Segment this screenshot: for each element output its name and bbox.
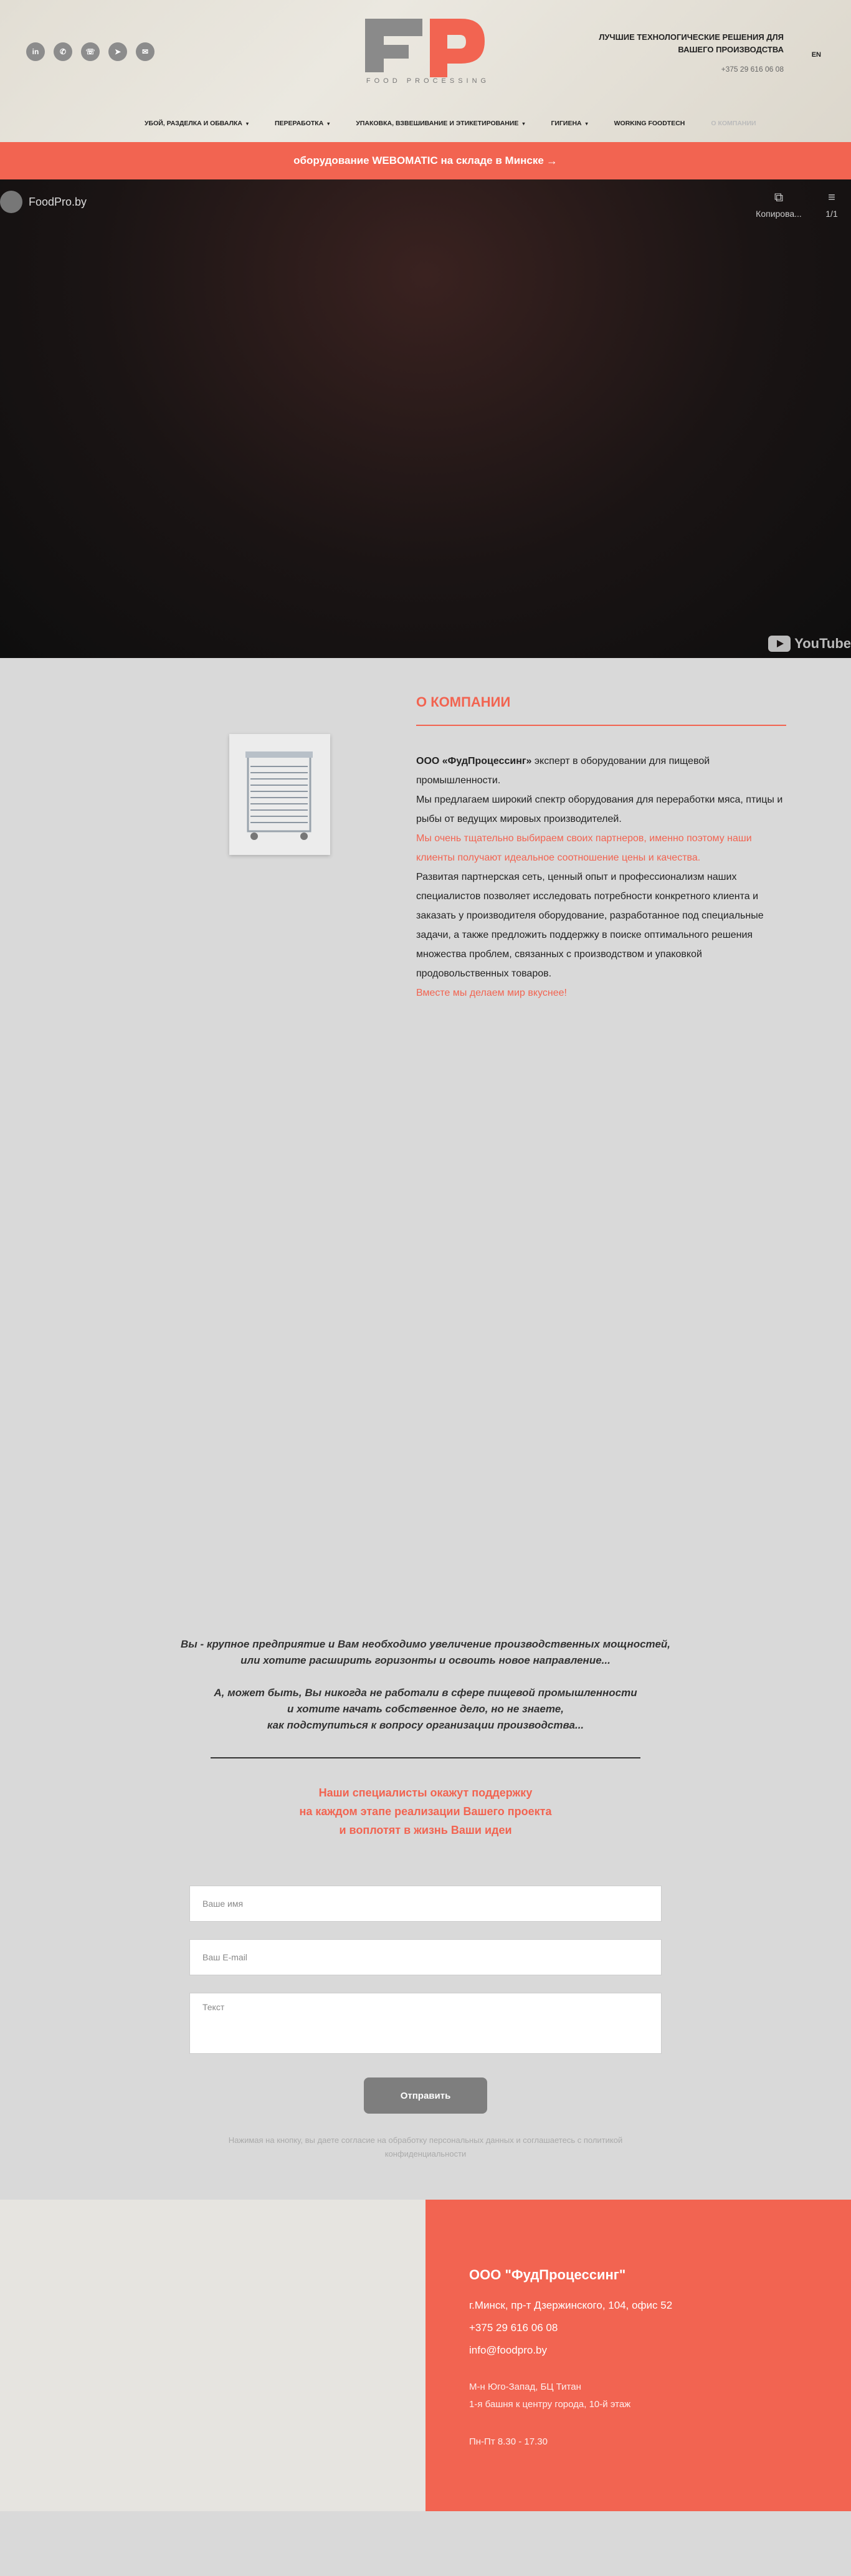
cta-accent-text: Наши специалисты окажут поддержку на каждом этапе реализации Вашего проекта и воплотят в жизнь Ваши идеи bbox=[299, 1787, 552, 1836]
bottom-strip bbox=[0, 2511, 851, 2576]
playlist-button[interactable]: ≡ 1/1 bbox=[822, 191, 841, 219]
header-phone[interactable]: +375 29 616 06 08 bbox=[721, 65, 784, 74]
youtube-logo[interactable]: YouTube bbox=[768, 636, 851, 652]
about-title: О КОМПАНИИ bbox=[416, 694, 511, 710]
youtube-play-icon bbox=[768, 636, 791, 652]
social-links bbox=[26, 42, 155, 61]
wheel-right bbox=[300, 832, 308, 840]
about-paragraph: Развитая партнерская сеть, ценный опыт и профессионализм наших специалистов позволяет исследовать потребности конкретного клиента и заказать у производителя оборудование, разработанное под специальные задачи, а также предложить поддержку в поиске оптимального решения множества проблем, связанных с производством и упаковкой продовольственных товаров. bbox=[416, 872, 764, 979]
cta-divider bbox=[211, 1757, 640, 1758]
about-paragraph: Мы предлагаем широкий спектр оборудования для переработки мяса, птицы и рыбы от ведущих мировых производителей. bbox=[416, 794, 783, 824]
email-input[interactable] bbox=[189, 1939, 662, 1975]
chevron-down-icon: ▾ bbox=[327, 120, 330, 126]
chevron-down-icon: ▾ bbox=[522, 120, 525, 126]
channel-name[interactable]: FoodPro.by bbox=[29, 196, 87, 208]
nav-item-hygiene[interactable]: ГИГИЕНА ▾ bbox=[551, 120, 588, 127]
nav-item-slaughter[interactable]: УБОЙ, РАЗДЕЛКА И ОБВАЛКА ▾ bbox=[145, 120, 249, 127]
footer-floor: 1-я башня к центру города, 10-й этаж bbox=[469, 2399, 631, 2410]
site-header bbox=[0, 0, 851, 142]
message-textarea[interactable] bbox=[189, 1993, 662, 2054]
chevron-down-icon: ▾ bbox=[585, 120, 588, 126]
about-text: ООО «ФудПроцессинг» эксперт в оборудовании для пищевой промышленности. Мы предлагаем широкий спектр оборудования для переработки мяса, птицы и рыбы от ведущих мировых производителей. Мы очень тщательно выбираем своих партнеров, именно поэтому наши клиенты получают идеальное соотношение цены и качества. Развитая партнерская сеть, ценный опыт и профессионализм наших специалистов позволяет исследовать потребности конкретного клиента и заказать у производителя оборудование, разработанное под специальные задачи, а также предложить поддержку в поиске оптимального решения множества проблем, связанных с производством и упаковкой продовольственных товаров. Вместе мы делаем мир вкуснее! bbox=[416, 751, 786, 1003]
nav-item-working-foodtech[interactable]: WORKING FOODTECH bbox=[614, 120, 685, 127]
copy-icon: ⧉ bbox=[774, 191, 784, 204]
logo-subtitle: FOOD PROCESSING bbox=[366, 77, 490, 85]
tagline: ЛУЧШИЕ ТЕХНОЛОГИЧЕСКИЕ РЕШЕНИЯ ДЛЯ ВАШЕГО ПРОИЗВОДСТВА bbox=[599, 32, 784, 54]
submit-button[interactable]: Отправить bbox=[364, 2077, 487, 2114]
about-slogan: Вместе мы делаем мир вкуснее! bbox=[416, 988, 567, 998]
arrow-right-icon: → bbox=[546, 154, 558, 167]
telegram-icon[interactable]: ➤ bbox=[108, 42, 127, 61]
wheel-left bbox=[250, 832, 258, 840]
footer-email[interactable]: info@foodpro.by bbox=[469, 2344, 548, 2356]
playlist-icon: ≡ bbox=[828, 191, 835, 204]
consent-text: Нажимая на кнопку, вы даете согласие на обработку персональных данных и соглашаетесь c политикой конфиденциальности bbox=[228, 2135, 623, 2159]
product-image bbox=[229, 734, 330, 855]
footer-left bbox=[0, 2200, 426, 2511]
about-accent-paragraph: Мы очень тщательно выбираем своих партнеров, именно поэтому наши клиенты получают идеальное соотношение цены и качества. bbox=[416, 833, 752, 863]
machine-top bbox=[245, 751, 313, 758]
nav-item-about[interactable]: О КОМПАНИИ bbox=[711, 120, 756, 127]
name-input[interactable] bbox=[189, 1886, 662, 1922]
footer-address: г.Минск, пр-т Дзержинского, 104, офис 52 bbox=[469, 2299, 673, 2311]
cta-text: Вы - крупное предприятие и Вам необходимо увеличение производственных мощностей, или хотите расширить горизонты и освоить новое направление... А, может быть, Вы никогда не работали в сфере пищевой промышленности и хотите начать собственное дело, но не знаете, как подступиться к вопросу организации производства... bbox=[180, 1638, 671, 1731]
email-icon[interactable]: ✉ bbox=[136, 42, 155, 61]
main-nav bbox=[145, 120, 756, 127]
whatsapp-icon[interactable]: ✆ bbox=[54, 42, 72, 61]
chevron-down-icon: ▾ bbox=[245, 120, 249, 126]
footer-hours: Пн-Пт 8.30 - 17.30 bbox=[469, 2436, 548, 2447]
language-switch[interactable]: EN bbox=[811, 51, 821, 59]
footer-phone[interactable]: +375 29 616 06 08 bbox=[469, 2322, 558, 2334]
channel-avatar[interactable] bbox=[0, 191, 22, 213]
viber-icon[interactable]: ☏ bbox=[81, 42, 100, 61]
nav-item-packaging[interactable]: УПАКОВКА, ВЗВЕШИВАНИЕ И ЭТИКЕТИРОВАНИЕ ▾ bbox=[356, 120, 525, 127]
logo-f-mid bbox=[365, 45, 409, 59]
promo-banner[interactable] bbox=[0, 142, 851, 179]
footer-bc: М-н Юго-Запад, БЦ Титан bbox=[469, 2382, 581, 2392]
company-name: ООО «ФудПроцессинг» bbox=[416, 756, 532, 766]
footer-company-name: ООО "ФудПроцессинг" bbox=[469, 2267, 626, 2283]
youtube-embed[interactable] bbox=[0, 179, 851, 658]
copy-link-button[interactable]: ⧉ Копирова... bbox=[754, 191, 804, 219]
logo-f-top bbox=[365, 19, 422, 36]
linkedin-icon[interactable]: in bbox=[26, 42, 45, 61]
footer-contacts bbox=[426, 2200, 851, 2511]
about-divider bbox=[416, 725, 786, 726]
banner-text: оборудование WEBOMATIC на складе в Минске bbox=[293, 155, 544, 166]
logo-p-shape bbox=[430, 19, 485, 77]
nav-item-processing[interactable]: ПЕРЕРАБОТКА ▾ bbox=[274, 120, 330, 127]
